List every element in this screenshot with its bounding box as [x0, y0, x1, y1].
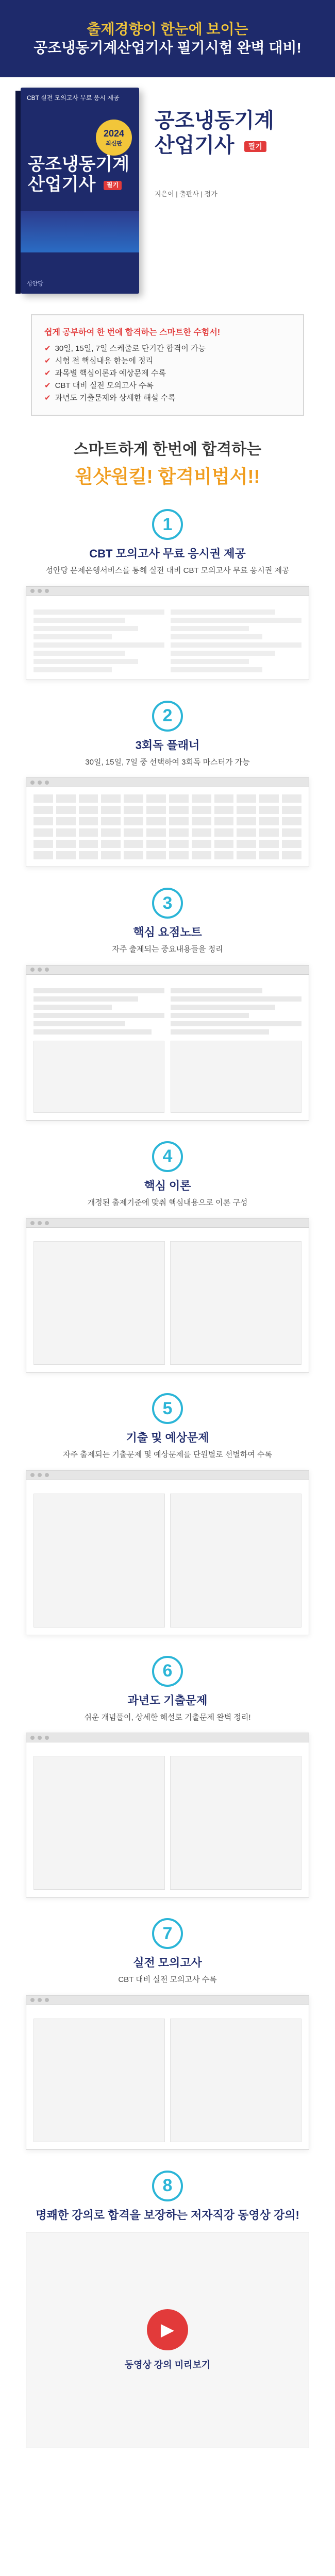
book-title	[28, 155, 132, 195]
page-thumbnail	[34, 1756, 165, 1890]
info-title-line-2	[155, 133, 320, 158]
section-number: 8	[152, 2171, 183, 2201]
section-title: 핵심 요점노트	[133, 926, 202, 939]
section-3	[0, 888, 335, 1121]
window-bar	[26, 1733, 309, 1742]
section-number: 2	[152, 701, 183, 732]
section-title: 실전 모의고사	[133, 1956, 202, 1969]
past-exams-frame	[26, 1733, 309, 1897]
book-tag: 필기	[104, 181, 122, 190]
headline	[0, 436, 335, 488]
section-number: 7	[152, 1918, 183, 1949]
check-icon: ✔	[44, 344, 51, 353]
section-title: 기출 및 예상문제	[126, 1431, 209, 1444]
window-bar	[26, 965, 309, 975]
book-showcase	[0, 77, 335, 304]
feature-item	[44, 355, 291, 367]
check-icon: ✔	[44, 357, 51, 365]
book-spine	[15, 91, 21, 294]
planner-grid	[34, 794, 301, 859]
book-bottom-text: 성안당	[27, 281, 43, 287]
feature-text: 과년도 기출문제와 상세한 해설 수록	[55, 394, 176, 402]
section-number: 5	[152, 1393, 183, 1424]
screenshot-content	[26, 596, 309, 680]
section-title: 핵심 이론	[144, 1179, 191, 1192]
top-banner	[0, 0, 335, 77]
window-bar	[26, 1471, 309, 1480]
window-bar	[26, 587, 309, 596]
page-thumbnail	[170, 1756, 301, 1890]
author-line: 지은이 | 출판사 | 정가	[155, 190, 217, 198]
check-icon: ✔	[44, 369, 51, 378]
section-7	[0, 1918, 335, 2150]
section-desc: CBT 대비 실전 모의고사 수록	[118, 1975, 217, 1984]
section-title: CBT 모의고사 무료 응시권 제공	[89, 547, 246, 560]
section-title: 3회독 플래너	[135, 738, 200, 752]
diagram-thumbnail	[171, 1041, 301, 1113]
theory-frame	[26, 1218, 309, 1372]
book-year-sub: 최신판	[106, 140, 122, 147]
section-desc: 성안당 문제은행서비스를 통해 실전 대비 CBT 모의고사 무료 응시권 제공	[45, 566, 290, 575]
book-title-line-2-text: 산업기사	[28, 175, 96, 195]
book-title-line-2	[28, 175, 132, 195]
questions-frame	[26, 1470, 309, 1635]
banner-line-2: 공조냉동기계산업기사 필기시험 완벽 대비!	[34, 40, 301, 56]
headline-line-2: 원샷원킬! 합격비법서!!	[75, 466, 260, 487]
section-2	[0, 701, 335, 868]
banner-line-1: 출제경향이 한눈에 보이는	[87, 21, 248, 37]
info-title-line-2-text: 산업기사	[155, 134, 234, 157]
check-icon: ✔	[44, 394, 51, 402]
book-year: 2024	[103, 128, 125, 139]
page-thumbnail	[170, 2019, 301, 2142]
feature-text: 과목별 핵심이론과 예상문제 수록	[55, 369, 166, 378]
feature-text: 시험 전 핵심내용 한눈에 정리	[55, 357, 154, 365]
window-bar	[26, 1996, 309, 2005]
section-desc: 자주 출제되는 중요내용들을 정리	[112, 945, 223, 954]
play-icon[interactable]: ▶	[147, 2309, 188, 2350]
section-desc: 자주 출제되는 기출문제 및 예상문제를 단원별로 선별하여 수록	[63, 1450, 272, 1459]
section-4	[0, 1141, 335, 1373]
screenshot-frame	[26, 586, 309, 680]
headline-line-1: 스마트하게 한번에 합격하는	[73, 441, 262, 458]
mock-exam-frame	[26, 1995, 309, 2150]
planner-frame	[26, 777, 309, 867]
section-number: 3	[152, 888, 183, 919]
book-cover	[21, 88, 139, 294]
section-title: 명쾌한 강의로 합격을 보장하는 저자직강 동영상 강의!	[36, 2208, 299, 2222]
page-thumbnail	[170, 1241, 301, 1365]
check-icon: ✔	[44, 381, 51, 390]
diagram-thumbnail	[34, 1041, 164, 1113]
feature-item	[44, 392, 291, 404]
section-6	[0, 1656, 335, 1898]
book-top-text: CBT 실전 모의고사 무료 응시 제공	[27, 94, 120, 101]
feature-text: 30일, 15일, 7일 스케줄로 단기간 합격이 가능	[55, 344, 206, 353]
book-info	[155, 108, 320, 198]
feature-item	[44, 380, 291, 392]
section-title: 과년도 기출문제	[127, 1693, 208, 1707]
note-frame	[26, 965, 309, 1121]
page-thumbnail	[34, 1494, 165, 1628]
features-list	[44, 343, 291, 404]
book-stripe	[21, 211, 139, 252]
video-promo[interactable]	[26, 2232, 309, 2448]
feature-item	[44, 343, 291, 355]
section-desc: 30일, 15일, 7일 중 선택하여 3회독 마스터가 가능	[85, 757, 250, 767]
window-bar	[26, 1218, 309, 1228]
page-thumbnail	[34, 2019, 165, 2142]
feature-text: CBT 대비 실전 모의고사 수록	[55, 381, 154, 390]
features-box	[31, 314, 304, 416]
info-title-line-1: 공조냉동기계	[155, 109, 274, 132]
section-1	[0, 509, 335, 680]
page-thumbnail	[34, 1241, 165, 1365]
info-badge: 필기	[244, 141, 266, 152]
features-title: 쉽게 공부하여 한 번에 합격하는 스마트한 수험서!	[44, 328, 221, 337]
section-8	[0, 2171, 335, 2448]
book-year-badge	[96, 120, 132, 156]
page-thumbnail	[170, 1494, 301, 1628]
info-title	[155, 108, 320, 158]
section-number: 6	[152, 1656, 183, 1687]
section-number: 4	[152, 1141, 183, 1172]
section-desc: 개정된 출제기준에 맞춰 핵심내용으로 이론 구성	[87, 1198, 248, 1207]
window-bar	[26, 778, 309, 787]
section-desc: 쉬운 개념풀이, 상세한 해설로 기출문제 완벽 정리!	[84, 1713, 251, 1722]
feature-item	[44, 367, 291, 380]
book-title-line-1: 공조냉동기계	[28, 155, 130, 174]
video-text: 동영상 강의 미리보기	[124, 2359, 211, 2370]
section-5	[0, 1393, 335, 1635]
section-number: 1	[152, 509, 183, 540]
